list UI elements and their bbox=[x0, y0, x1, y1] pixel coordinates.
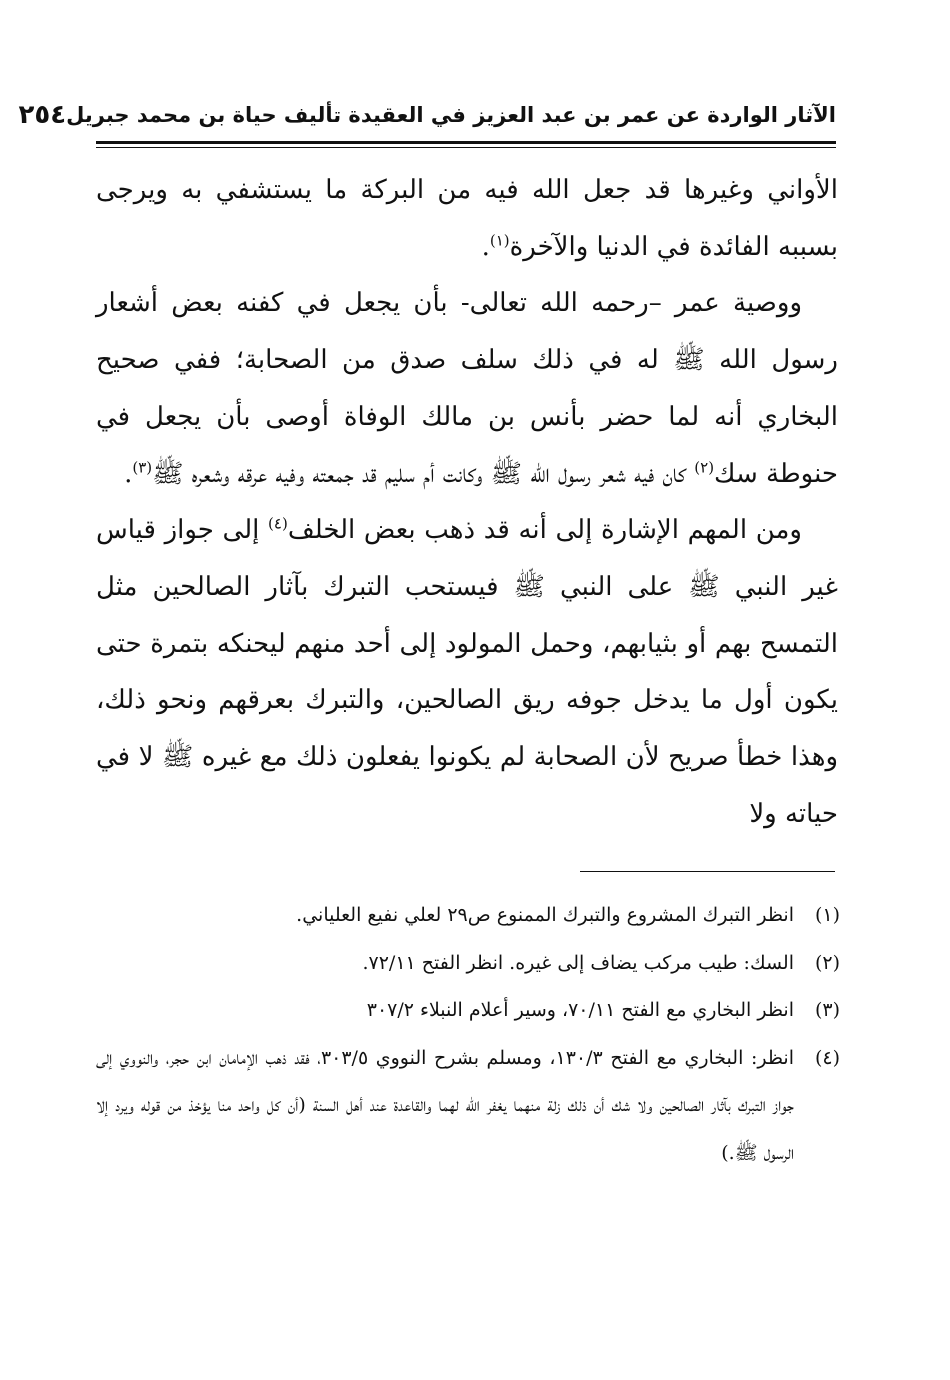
footnote-item bbox=[96, 1035, 840, 1178]
footnote-text: انظر التبرك المشروع والتبرك الممنوع ص٢٩ لعلي نفيع العلياني. bbox=[296, 904, 794, 926]
paragraph-3 bbox=[96, 502, 838, 842]
page-number: ٢٥٤ bbox=[18, 100, 67, 130]
footnote-ref-4: (٤) bbox=[268, 514, 288, 533]
footnote-text: انظر البخاري مع الفتح ٧٠/١١، وسير أعلام النبلاء ٣٠٧/٢ bbox=[366, 999, 794, 1021]
paragraph-3-part-1: ومن المهم الإشارة إلى أنه قد ذهب بعض الخلف bbox=[287, 515, 802, 546]
paragraph-3-part-2: إلى جواز قياس غير النبي ﷺ على النبي ﷺ فيستحب التبرك بآثار الصالحين مثل التمسح بهم أو بثيابهم، وحمل المولود إلى أحد منهم ليحنكه بتمرة حتى يكون أول ما يدخل جوفه ريق الصالحين، والتبرك بعرقهم ونحو ذلك، وهذا خطأ صريح لأن الصحابة لم يكونوا يفعلون ذلك مع غيره ﷺ لا في حياته ولا bbox=[96, 515, 838, 829]
header-title: الآثار الواردة عن عمر بن عبد العزيز في العقيدة تأليف حياة بن محمد جبريل bbox=[66, 103, 836, 127]
footnote-ref-2: (٢) bbox=[694, 457, 715, 476]
footnotes bbox=[96, 892, 840, 1177]
main-text bbox=[96, 162, 838, 842]
paragraph-1 bbox=[96, 162, 838, 275]
footnote-separator bbox=[580, 871, 835, 872]
paragraph-2-part-1: ووصية عمر –رحمه الله تعالى- بأن يجعل في كفنه بعض أشعار رسول الله ﷺ له في ذلك سلف صدق من الصحابة؛ ففي صحيح البخاري أنه لما حضر بأنس بن مالك الوفاة أوصى بأن يجعل في حنوطة سك bbox=[96, 288, 839, 489]
footnote-number: (٢) bbox=[814, 951, 840, 974]
footnote-item bbox=[96, 892, 840, 940]
footnote-text: انظر: البخاري مع الفتح ١٣٠/٣، ومسلم بشرح النووي ٣٠٣/٥، فقد ذهب الإمامان ابن حجر، والنووي إلى جواز التبرك بآثار الصالحين ولا شك أن ذلك زلة منهما يغفر الله لهما والقاعدة عند أهل السنة (أن كل واحد منا يؤخذ من قوله ويرد إلا الرسول ﷺ.) bbox=[96, 1046, 794, 1164]
header-rule-thin bbox=[96, 147, 836, 148]
footnote-ref-3: (٣) bbox=[132, 457, 153, 476]
paragraph-2-part-2: كان فيه شعر رسول الله ﷺ وكانت أم سليم قد جمعته وفيه عرقه وشعره ﷺ bbox=[152, 458, 695, 489]
paragraph-1-text: الأواني وغيرها قد جعل الله فيه من البركة ما يستشفي به ويرجى بسببه الفائدة في الدنيا والآخرة bbox=[96, 175, 838, 262]
footnote-item bbox=[96, 987, 840, 1035]
paragraph-2 bbox=[96, 275, 838, 502]
footnote-number: (٤) bbox=[814, 1046, 840, 1069]
footnote-number: (٣) bbox=[814, 999, 840, 1021]
footnote-number: (١) bbox=[814, 904, 840, 926]
footnote-text: السك: طيب مركب يضاف إلى غيره. انظر الفتح ٧٢/١١. bbox=[362, 951, 794, 974]
footnote-ref-1: (١) bbox=[489, 231, 510, 250]
footnote-item bbox=[96, 940, 840, 988]
paragraph-1-end: . bbox=[481, 231, 490, 262]
paragraph-2-end: . bbox=[124, 458, 133, 489]
header-rule-thick bbox=[96, 141, 836, 144]
running-header bbox=[18, 92, 836, 138]
